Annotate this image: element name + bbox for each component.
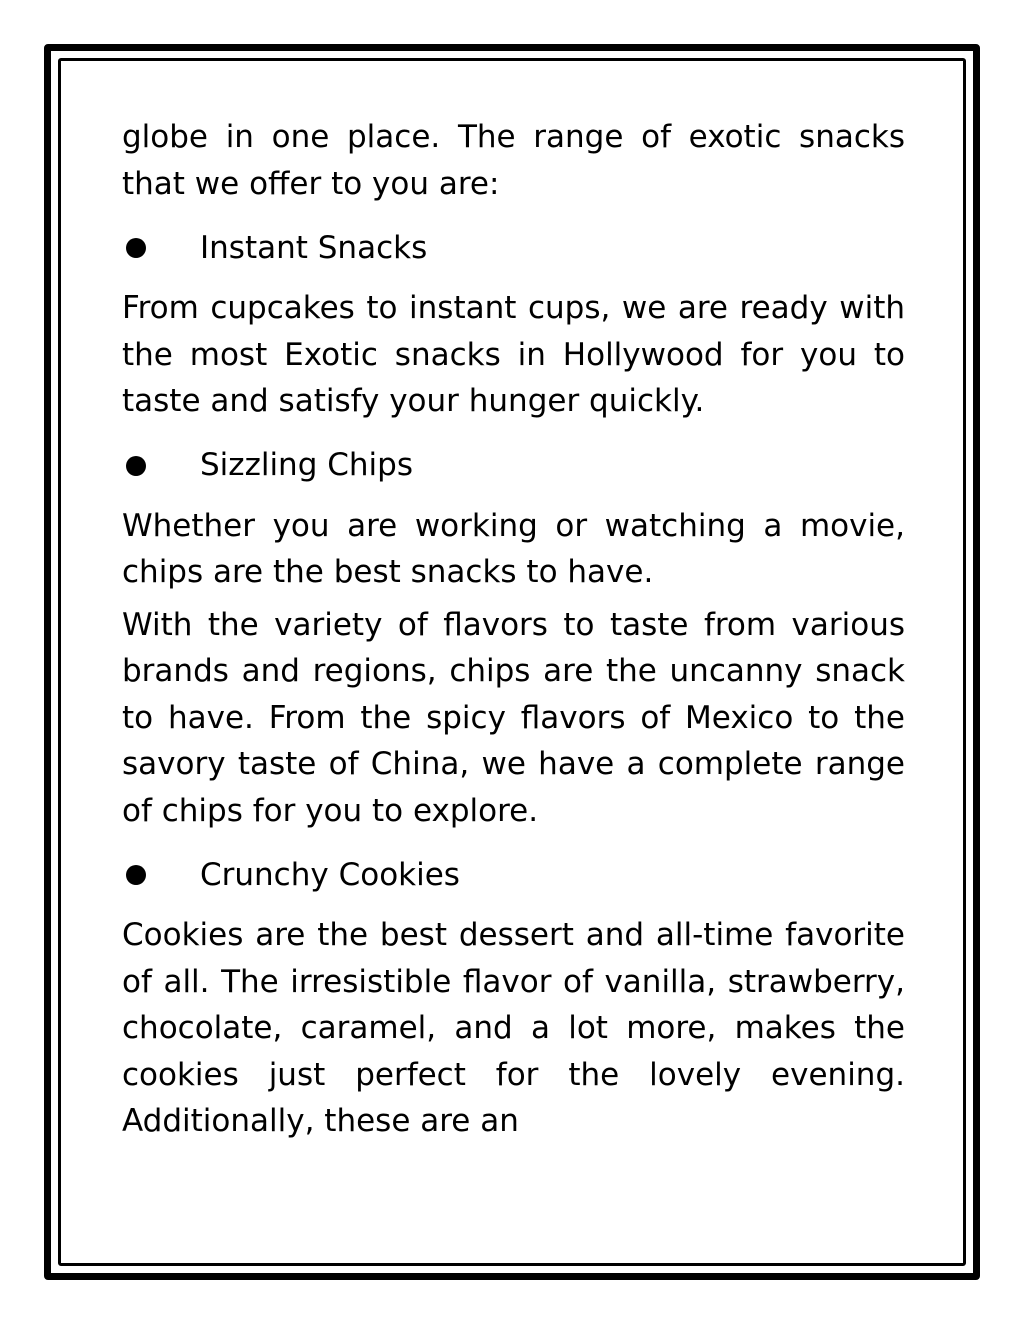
sizzling-chips-paragraph-1: Whether you are working or watching a movie, chips are the best snacks to have. bbox=[122, 507, 905, 590]
bullet-item-sizzling-chips bbox=[122, 443, 905, 489]
bullet-heading: Sizzling Chips bbox=[200, 447, 413, 484]
document-body bbox=[122, 114, 905, 1145]
bullet-icon bbox=[126, 456, 146, 476]
bullet-item-instant-snacks bbox=[122, 225, 905, 271]
sizzling-chips-paragraph-2: With the variety of flavors to taste from various brands and regions, chips are the uncanny snack to have. From the spicy flavors of Mexico to the savory taste of China, we have a complete range of chips for you to explore. bbox=[122, 606, 905, 829]
crunchy-cookies-paragraph: Cookies are the best dessert and all-time favorite of all. The irresistible flavor of vanilla, strawberry, chocolate, caramel, and a lot more, makes the cookies just perfect for the lovely evening. Additionally, these are an bbox=[122, 917, 905, 1139]
intro-paragraph: globe in one place. The range of exotic snacks that we offer to you are: bbox=[122, 119, 905, 202]
bullet-heading: Crunchy Cookies bbox=[200, 856, 460, 893]
bullet-icon bbox=[126, 865, 146, 885]
bullet-item-crunchy-cookies bbox=[122, 852, 905, 898]
instant-snacks-paragraph: From cupcakes to instant cups, we are ready with the most Exotic snacks in Hollywood for you to taste and satisfy your hunger quickly. bbox=[122, 290, 905, 419]
bullet-icon bbox=[126, 238, 146, 258]
bullet-heading: Instant Snacks bbox=[200, 229, 428, 266]
